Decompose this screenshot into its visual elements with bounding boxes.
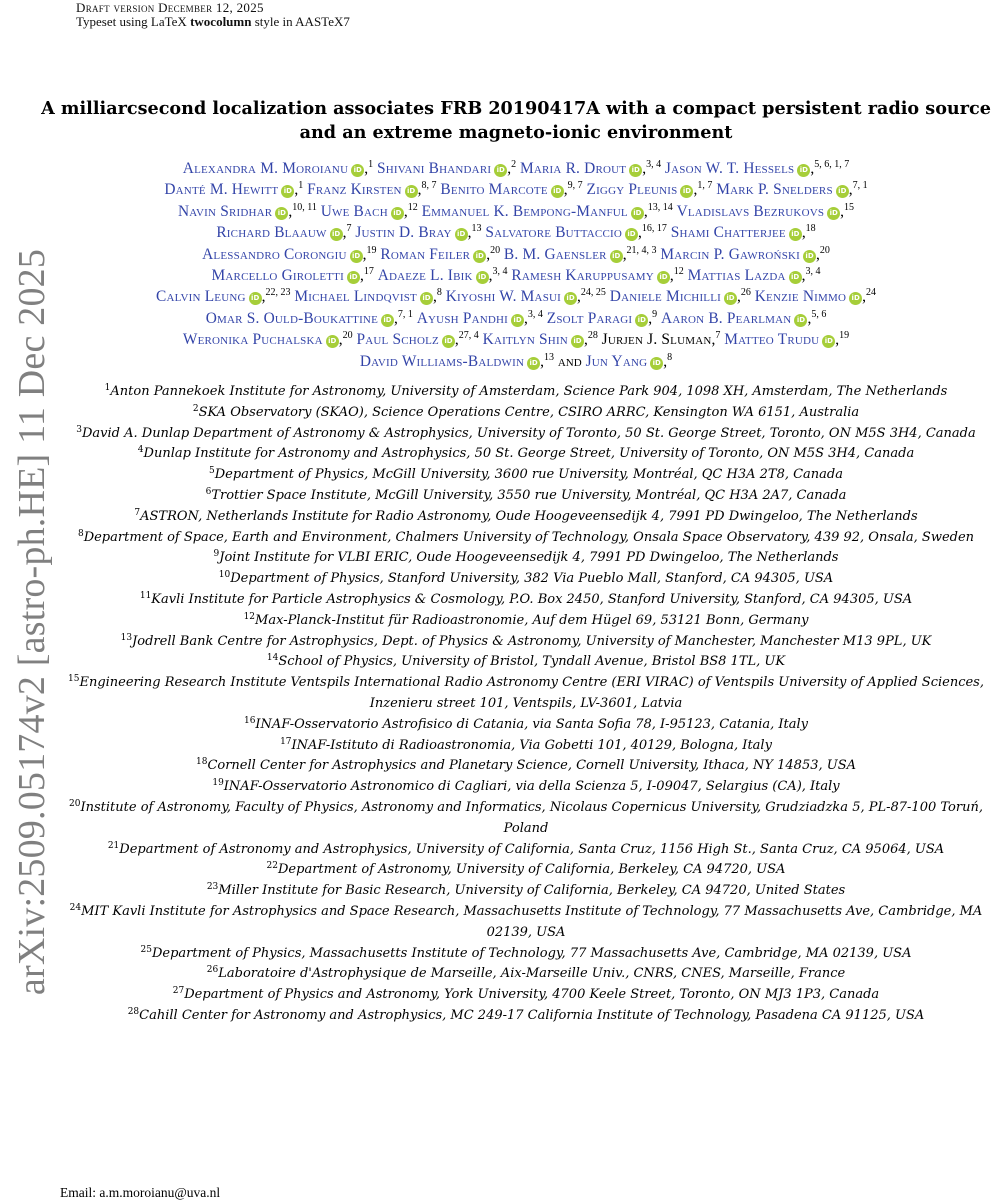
orcid-icon[interactable]: iD: [405, 185, 418, 198]
author-name[interactable]: Aaron B. Pearlman: [661, 309, 792, 327]
author-affiliation-ref: 20: [819, 244, 830, 256]
author-affiliation-ref: 16, 17: [641, 223, 667, 235]
affiliation-number: 11: [139, 590, 152, 601]
affiliation-number: 13: [120, 632, 133, 643]
orcid-icon[interactable]: iD: [827, 207, 840, 220]
typeset-style: twocolumn: [190, 14, 252, 29]
author-affiliation-ref: 15: [844, 201, 855, 213]
affiliation-item: [56, 715, 992, 736]
affiliation-number: 1: [104, 383, 111, 393]
author-separator: ,: [540, 352, 544, 370]
author-separator: ,: [577, 288, 581, 306]
orcid-icon[interactable]: iD: [564, 292, 577, 305]
orcid-icon[interactable]: iD: [625, 228, 638, 241]
affiliation-text: Department of Physics and Astronomy, York University, 4700 Keele Street, Toronto, ON MJ3 1P3, Canada: [184, 987, 880, 1003]
affiliation-number: 3: [76, 424, 82, 435]
author-name[interactable]: Michael Lindqvist: [294, 288, 417, 306]
author-name[interactable]: Marcello Giroletti: [211, 267, 344, 285]
author-separator: ,: [364, 160, 369, 177]
affiliation-text: Department of Astronomy and Astrophysics, University of California, Santa Cruz, 1156 High St., Santa Cruz, CA 95064, USA: [119, 841, 945, 857]
affiliation-number: 10: [218, 570, 231, 581]
author-name[interactable]: Emmanuel K. Bempong-Manful: [421, 202, 628, 220]
orcid-icon[interactable]: iD: [275, 207, 288, 220]
author-name[interactable]: Uwe Bach: [320, 202, 388, 220]
author-affiliation-ref: 21, 4, 3: [626, 244, 657, 256]
affiliation-number: 8: [77, 528, 84, 539]
author-affiliation-ref: 19: [839, 330, 850, 342]
orcid-icon[interactable]: iD: [610, 250, 623, 263]
affiliation-item: [56, 528, 992, 549]
orcid-icon[interactable]: iD: [657, 271, 670, 284]
author-line: [40, 329, 992, 350]
author-affiliation-ref: 9, 7: [567, 180, 583, 192]
author-affiliation-ref: 24, 25: [580, 287, 606, 299]
orcid-icon[interactable]: iD: [281, 185, 294, 198]
orcid-icon[interactable]: iD: [789, 228, 802, 241]
affiliation-text: Jodrell Bank Centre for Astrophysics, Dept. of Physics & Astronomy, University of Manchester, Manchester M13 9PL, UK: [132, 633, 932, 649]
author-affiliation-ref: 12: [673, 266, 684, 278]
author-affiliation-ref: 5, 6, 1, 7: [814, 159, 850, 170]
affiliation-text: Department of Physics, McGill University, 3600 rue University, Montréal, QC H3A 2T8, Canada: [214, 467, 843, 483]
affiliation-text: MIT Kavli Institute for Astrophysics and Space Research, Massachusetts Institute of Technology, 77 Massachusetts Ave, Cambridge, MA 02139, USA: [81, 903, 983, 940]
affiliation-text: Institute of Astronomy, Faculty of Physics, Astronomy and Informatics, Nicolaus Copernicus University, Grudziadzka 5, PL-87-100 Toruń, Poland: [80, 799, 983, 836]
orcid-icon[interactable]: iD: [473, 250, 486, 263]
affiliation-number: 26: [206, 965, 219, 976]
author-affiliation-ref: 12: [407, 201, 418, 213]
author-affiliation-ref: 5, 6: [811, 308, 827, 320]
paper-title: A milliarcsecond localization associates FRB 20190417A with a compact persistent radio source and an extreme magneto-ionic environment: [41, 98, 991, 143]
affiliation-number: 18: [195, 757, 208, 768]
author-name[interactable]: Kenzie Nimmo: [754, 288, 847, 306]
author-separator: ,: [862, 288, 867, 306]
author-affiliation-ref: 27, 4: [458, 330, 479, 342]
affiliation-number: 23: [206, 882, 219, 893]
author-affiliation-ref: 7: [715, 330, 721, 342]
affiliation-item: [56, 777, 992, 798]
author-separator: ,: [840, 202, 845, 220]
affiliation-item: [56, 798, 992, 840]
orcid-icon[interactable]: iD: [724, 292, 737, 305]
orcid-icon[interactable]: iD: [822, 335, 835, 348]
author-separator: ,: [488, 267, 493, 285]
author-name[interactable]: Alexandra M. Moroianu: [182, 160, 349, 177]
author-separator: ,: [294, 181, 299, 199]
author-affiliation-ref: 18: [805, 223, 816, 235]
author-name[interactable]: Roman Feiler: [380, 245, 471, 263]
affiliation-number: 24: [69, 902, 82, 913]
author-separator: ,: [417, 181, 422, 199]
affiliation-item: [56, 569, 992, 590]
affiliation-number: 22: [266, 861, 278, 872]
orcid-icon[interactable]: iD: [571, 335, 584, 348]
author-separator: ,: [643, 202, 648, 220]
affiliation-number: 21: [107, 840, 120, 851]
affiliation-item: [56, 902, 992, 944]
author-affiliation-ref: 13: [544, 351, 554, 363]
affiliation-number: 7: [134, 507, 141, 518]
author-name[interactable]: Adaeze L. Ibik: [377, 267, 473, 285]
affiliation-number: 20: [69, 798, 81, 809]
affiliation-text: Laboratoire d'Astrophysique de Marseille, Aix-Marseille Univ., CNRS, CNES, Marseille, France: [218, 966, 846, 982]
author-affiliation-ref: 3, 4: [805, 266, 821, 278]
author-list: [40, 158, 992, 372]
author-affiliation-ref: 20: [490, 244, 501, 256]
typeset-prefix: Typeset using: [76, 14, 151, 29]
author-name[interactable]: Calvin Leung: [155, 288, 246, 306]
affiliation-item: [56, 444, 992, 465]
author-separator: ,: [642, 160, 647, 177]
typeset-note: [76, 14, 350, 30]
author-affiliation-ref: 1: [368, 159, 374, 170]
author-separator: ,: [359, 267, 364, 285]
affiliation-text: ASTRON, Netherlands Institute for Radio Astronomy, Oude Hoogeveensedijk 4, 7991 PD Dwingeloo, The Netherlands: [140, 508, 918, 524]
orcid-icon[interactable]: iD: [326, 335, 339, 348]
affiliation-list: [56, 382, 992, 1027]
orcid-icon[interactable]: iD: [629, 164, 642, 177]
affiliation-text: Dunlap Institute for Astronomy and Astrophysics, 50 St. George Street, University of Toronto, ON M5S 3H4, Canada: [143, 446, 915, 462]
affiliation-number: 25: [140, 944, 152, 955]
affiliation-text: INAF-Istituto di Radioastronomia, Via Gobetti 101, 40129, Bologna, Italy: [291, 737, 772, 753]
author-affiliation-ref: 7, 1: [397, 308, 413, 320]
draft-version: Draft version December 12, 2025: [76, 0, 264, 15]
affiliation-text: Max-Planck-Institut für Radioastronomie, Auf dem Hügel 69, 53121 Bonn, Germany: [255, 612, 809, 628]
email-address[interactable]: a.m.moroianu@uva.nl: [99, 1185, 221, 1200]
affiliation-item: [56, 507, 992, 528]
author-name[interactable]: Shivani Bhandari: [376, 160, 492, 177]
author-separator: ,: [693, 181, 698, 199]
author-affiliation-ref: 26: [740, 287, 751, 299]
author-name[interactable]: Salvatore Buttaccio: [485, 224, 622, 242]
author-name[interactable]: B. M. Gaensler: [503, 245, 607, 263]
orcid-icon[interactable]: iD: [249, 292, 262, 305]
affiliation-number: 28: [127, 1006, 140, 1017]
affiliation-text: INAF-Osservatorio Astronomico di Cagliari, via della Scienza 5, I-09047, Selargius (CA), Italy: [223, 779, 840, 795]
author-separator: ,: [342, 224, 347, 242]
author-separator: ,: [669, 267, 674, 285]
affiliation-item: [56, 632, 992, 653]
affiliation-item: [56, 736, 992, 757]
author-affiliation-ref: 3, 4: [646, 159, 662, 170]
orcid-icon[interactable]: iD: [455, 228, 468, 241]
author-separator: ,: [663, 352, 668, 370]
affiliation-item: [56, 944, 992, 965]
affiliation-number: 12: [243, 611, 256, 622]
affiliation-item: [56, 881, 992, 902]
affiliation-item: [56, 964, 992, 985]
author-name[interactable]: Kaitlyn Shin: [482, 331, 568, 349]
orcid-icon[interactable]: iD: [350, 250, 363, 263]
orcid-icon[interactable]: iD: [680, 185, 693, 198]
author-name[interactable]: Danté M. Hewitt: [164, 181, 279, 199]
author-name[interactable]: Mark P. Snelders: [716, 181, 833, 199]
author-name[interactable]: Weronika Puchalska: [182, 331, 323, 349]
orcid-icon[interactable]: iD: [631, 207, 644, 220]
affiliation-number: 27: [172, 986, 185, 997]
author-separator: ,: [454, 331, 459, 349]
orcid-icon[interactable]: iD: [476, 271, 489, 284]
author-name[interactable]: Kiyoshi W. Masui: [445, 288, 562, 306]
author-separator: ,: [583, 331, 588, 349]
author-name[interactable]: Ayush Pandhi: [416, 309, 509, 327]
author-separator: ,: [711, 331, 716, 349]
author-name[interactable]: David Williams-Baldwin: [359, 352, 525, 370]
latex-logo: LaTeX: [150, 14, 187, 29]
author-affiliation-ref: 7, 1: [852, 180, 868, 192]
author-separator: ,: [848, 181, 853, 199]
orcid-icon[interactable]: iD: [347, 271, 360, 284]
author-separator: ,: [338, 331, 343, 349]
author-name[interactable]: Ziggy Pleunis: [586, 181, 678, 199]
author-name[interactable]: Benito Marcote: [440, 181, 548, 199]
orcid-icon[interactable]: iD: [511, 314, 524, 327]
affiliation-text: Anton Pannekoek Institute for Astronomy, University of Amsterdam, Science Park 904, 1098 XH, Amsterdam, The Netherlands: [110, 384, 948, 399]
author-affiliation-ref: 28: [587, 330, 598, 342]
affiliation-item: [56, 673, 992, 715]
author-separator: ,: [524, 309, 528, 327]
author-affiliation-ref: 9: [652, 308, 658, 320]
author-separator: ,: [467, 224, 472, 242]
affiliation-text: INAF-Osservatorio Astrofisico di Catania, via Santa Sofia 78, I-95123, Catania, Italy: [255, 716, 809, 732]
affiliation-text: Trottier Space Institute, McGill University, 3550 rue University, Montréal, QC H3A 2A7, Canada: [211, 487, 847, 503]
author-separator: ,: [432, 288, 437, 306]
affiliation-text: Department of Space, Earth and Environment, Chalmers University of Technology, Onsala Space Observatory, 439 92, Onsala, Sweden: [83, 529, 975, 545]
author-separator: ,: [288, 202, 293, 220]
affiliation-item: [56, 611, 992, 632]
author-name[interactable]: Franz Kirsten: [307, 181, 402, 199]
author-name[interactable]: Navin Sridhar: [177, 202, 273, 220]
orcid-icon[interactable]: iD: [527, 357, 540, 370]
author-affiliation-ref: 22, 23: [265, 287, 291, 299]
author-name[interactable]: Jun Yang: [585, 352, 648, 370]
affiliation-number: 17: [280, 736, 292, 747]
affiliation-item: [56, 403, 992, 424]
arxiv-identifier: arXiv:2509.05174v2 [astro-ph.HE] 11 Dec 2025: [11, 248, 53, 996]
author-separator: ,: [486, 245, 491, 263]
author-name[interactable]: Alessandro Corongiu: [202, 245, 347, 263]
affiliation-number: 16: [243, 715, 256, 726]
affiliation-text: Department of Physics, Stanford University, 382 Via Pueblo Mall, Stanford, CA 94305, USA: [230, 571, 834, 587]
author-separator: ,: [737, 288, 741, 306]
author-separator: ,: [507, 160, 512, 177]
affiliation-text: SKA Observatory (SKAO), Science Operations Centre, CSIRO ARRC, Kensington WA 6151, Australia: [198, 404, 860, 420]
affiliation-number: 5: [209, 466, 215, 477]
affiliation-number: 6: [205, 486, 212, 497]
author-affiliation-ref: 1, 7: [697, 180, 713, 192]
author-name[interactable]: Justin D. Bray: [355, 224, 452, 242]
orcid-icon[interactable]: iD: [797, 164, 810, 177]
author-affiliation-ref: 3, 4: [527, 308, 543, 320]
author-name[interactable]: Ramesh Karuppusamy: [511, 267, 654, 285]
author-line: [40, 265, 992, 286]
affiliation-text: Kavli Institute for Particle Astrophysics & Cosmology, P.O. Box 2450, Stanford University, Stanford, CA 94305, USA: [151, 591, 913, 607]
affiliation-text: Miller Institute for Basic Research, University of California, Berkeley, CA 94720, United States: [218, 883, 846, 899]
author-affiliation-ref: 3, 4: [492, 266, 508, 278]
author-affiliation-ref: 10, 11: [292, 201, 317, 213]
author-line: [40, 244, 992, 265]
author-separator: ,: [563, 181, 568, 199]
author-separator: ,: [801, 267, 806, 285]
author-separator: ,: [622, 245, 627, 263]
author-name[interactable]: Daniele Michilli: [609, 288, 722, 306]
affiliation-item: [56, 985, 992, 1006]
author-affiliation-ref: 20: [342, 330, 353, 342]
affiliation-text: Engineering Research Institute Ventspils International Radio Astronomy Centre (ERI VIRAC) of Ventspils University of Applied Sciences, Inzenieru street 101, Ventspils, LV-3601, Latvia: [79, 675, 984, 711]
author-name[interactable]: Richard Blaauw: [216, 224, 327, 242]
author-name[interactable]: Shami Chatterjee: [670, 224, 786, 242]
author-name[interactable]: Omar S. Ould-Boukattine: [205, 309, 378, 327]
author-affiliation-ref: 1: [298, 180, 304, 192]
author-name[interactable]: Matteo Trudu: [724, 331, 820, 349]
author-affiliation-ref: 24: [866, 287, 877, 299]
orcid-icon[interactable]: iD: [650, 357, 663, 370]
author-name[interactable]: Mattias Lazda: [687, 267, 786, 285]
affiliation-item: [56, 424, 992, 445]
author-separator: ,: [816, 245, 820, 263]
typeset-suffix: style in AASTeX7: [251, 14, 350, 29]
author-affiliation-ref: 7: [346, 223, 352, 235]
affiliation-text: Joint Institute for VLBI ERIC, Oude Hoogeveensedijk 4, 7991 PD Dwingeloo, The Netherlands: [219, 550, 839, 566]
author-line: [40, 158, 992, 179]
author-name: Jurjen J. Sluman: [601, 331, 712, 349]
affiliation-number: 2: [192, 403, 199, 414]
author-name[interactable]: Zsolt Paragi: [546, 309, 633, 327]
author-name[interactable]: Jason W. T. Hessels: [664, 160, 795, 177]
orcid-icon[interactable]: iD: [351, 164, 364, 177]
orcid-icon[interactable]: iD: [442, 335, 455, 348]
affiliation-item: [56, 1006, 992, 1027]
orcid-icon[interactable]: iD: [849, 292, 862, 305]
author-separator: ,: [810, 160, 815, 177]
orcid-icon[interactable]: iD: [789, 271, 802, 284]
author-separator: ,: [801, 224, 806, 242]
affiliation-text: Cahill Center for Astronomy and Astrophysics, MC 249-17 California Institute of Technology, Pasadena CA 91125, USA: [139, 1007, 925, 1023]
author-separator: ,: [362, 245, 367, 263]
orcid-icon[interactable]: iD: [494, 164, 507, 177]
affiliation-item: [56, 465, 992, 486]
author-separator: ,: [638, 224, 642, 242]
affiliation-item: [56, 486, 992, 507]
author-line: [40, 308, 992, 329]
orcid-icon[interactable]: iD: [836, 185, 849, 198]
author-affiliation-ref: 13, 14: [647, 201, 673, 213]
author-line: [40, 286, 992, 307]
email-label: Email:: [60, 1185, 100, 1200]
author-affiliation-ref: 17: [363, 266, 374, 278]
affiliation-text: School of Physics, University of Bristol, Tyndall Avenue, Bristol BS8 1TL, UK: [278, 654, 786, 670]
author-separator: ,: [394, 309, 398, 327]
orcid-icon[interactable]: iD: [330, 228, 343, 241]
author-affiliation-ref: 13: [471, 223, 482, 235]
author-separator: ,: [648, 309, 653, 327]
corresponding-email: [60, 1185, 220, 1201]
author-line: [40, 222, 992, 243]
affiliation-item: [56, 652, 992, 673]
affiliation-number: 14: [266, 653, 279, 664]
affiliation-number: 9: [213, 549, 220, 560]
affiliation-item: [56, 756, 992, 777]
affiliation-number: 19: [212, 778, 224, 789]
author-name[interactable]: Marcin P. Gawroński: [660, 245, 801, 263]
author-line: [40, 201, 992, 222]
author-affiliation-ref: 2: [511, 159, 517, 170]
affiliation-item: [56, 548, 992, 569]
author-name[interactable]: Vladislavs Bezrukovs: [676, 202, 825, 220]
orcid-icon[interactable]: iD: [794, 314, 807, 327]
author-separator: ,: [261, 288, 266, 306]
orcid-icon[interactable]: iD: [803, 250, 816, 263]
affiliation-text: Cornell Center for Astrophysics and Planetary Science, Cornell University, Ithaca, NY 14853, USA: [207, 758, 857, 774]
orcid-icon[interactable]: iD: [381, 314, 394, 327]
author-name[interactable]: Paul Scholz: [356, 331, 439, 349]
affiliation-item: [56, 382, 992, 403]
author-affiliation-ref: 8: [667, 351, 673, 363]
author-line: [40, 351, 992, 372]
author-separator: ,: [807, 309, 812, 327]
author-separator: ,: [403, 202, 408, 220]
affiliation-text: Department of Physics, Massachusetts Institute of Technology, 77 Massachusetts Ave, Cambridge, MA 02139, USA: [151, 945, 912, 961]
author-affiliation-ref: 8: [436, 287, 442, 299]
orcid-icon[interactable]: iD: [420, 292, 433, 305]
affiliation-item: [56, 840, 992, 861]
affiliation-number: 15: [68, 674, 80, 685]
author-affiliation-ref: 19: [366, 244, 377, 256]
orcid-icon[interactable]: iD: [391, 207, 404, 220]
author-separator: ,: [835, 331, 840, 349]
author-name[interactable]: Maria R. Drout: [519, 160, 627, 177]
orcid-icon[interactable]: iD: [551, 185, 564, 198]
affiliation-text: Department of Astronomy, University of California, Berkeley, CA 94720, USA: [278, 862, 786, 878]
affiliation-item: [56, 860, 992, 881]
affiliation-number: 4: [137, 445, 144, 456]
author-affiliation-ref: 8, 7: [421, 180, 437, 192]
and-conjunction: and: [557, 352, 582, 370]
orcid-icon[interactable]: iD: [635, 314, 648, 327]
author-line: [40, 179, 992, 200]
affiliation-item: [56, 590, 992, 611]
affiliation-text: David A. Dunlap Department of Astronomy & Astrophysics, University of Toronto, 50 St. George Street, Toronto, ON M5S 3H4, Canada: [81, 425, 976, 441]
